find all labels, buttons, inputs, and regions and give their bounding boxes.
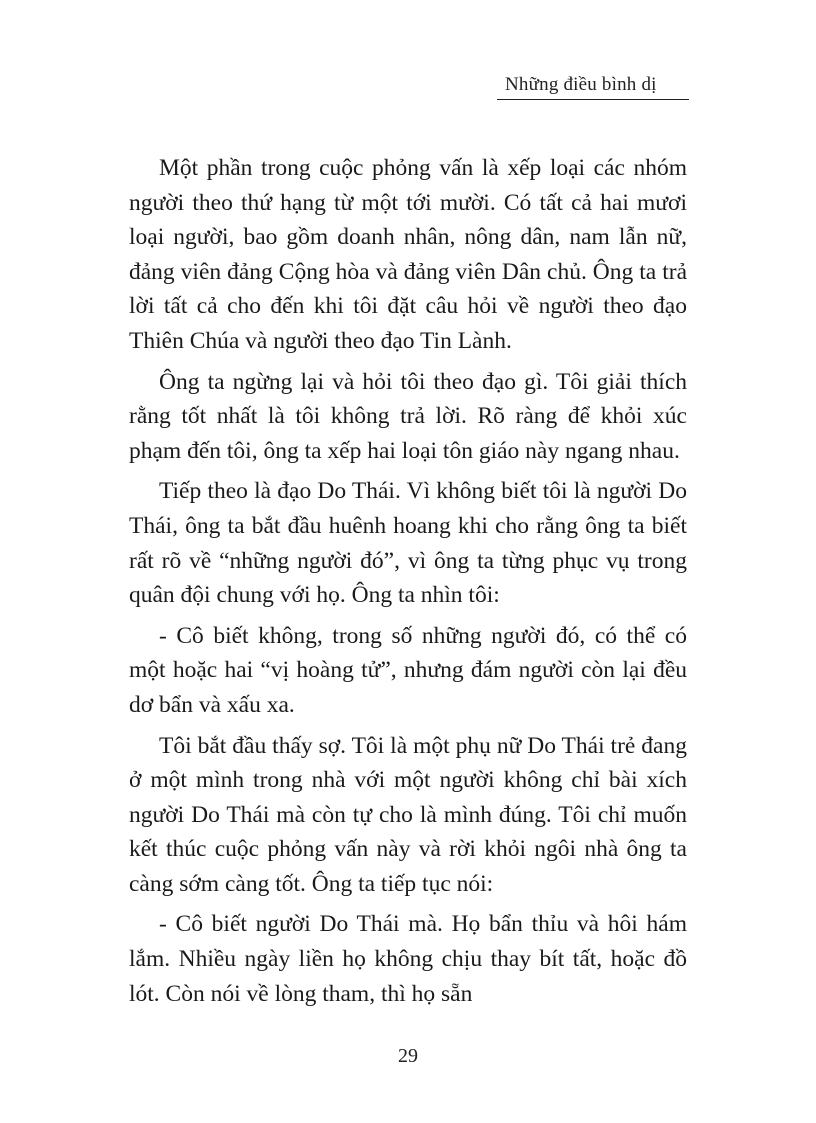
paragraph: - Cô biết không, trong số những người đó, có thể có một hoặc hai “vị hoàng tử”, nhưng đám người còn lại đều dơ bẩn và xấu xa. [129,622,687,718]
page-number: 29 [398,1045,418,1067]
header-rule [497,99,689,100]
paragraph: Tôi bắt đầu thấy sợ. Tôi là một phụ nữ Do Thái trẻ đang ở một mình trong nhà với một người không chỉ bài xích người Do Thái mà còn tự cho là mình đúng. Tôi chỉ muốn kết thúc cuộc phỏng vấn này và rời khỏi ngôi nhà ông ta càng sớm càng tốt. Ông ta tiếp tục nói: [129,732,687,897]
paragraph: Ông ta ngừng lại và hỏi tôi theo đạo gì. Tôi giải thích rằng tốt nhất là tôi không trả lời. Rõ ràng để khỏi xúc phạm đến tôi, ông ta xếp hai loại tôn giáo này ngang nhau. [129,368,687,464]
paragraph: Một phần trong cuộc phỏng vấn là xếp loại các nhóm người theo thứ hạng từ một tới mười. Có tất cả hai mươi loại người, bao gồm doanh nhân, nông dân, nam lẫn nữ, đảng viên đảng Cộng hòa và đảng viên Dân chủ. Ông ta trả lời tất cả cho đến khi tôi đặt câu hỏi về người theo đạo Thiên Chúa và người theo đạo Tin Lành. [129,155,687,354]
body-text [129,151,687,1017]
running-header-title: Những điều bình dị [505,74,657,95]
paragraph: - Cô biết người Do Thái mà. Họ bẩn thỉu và hôi hám lắm. Nhiều ngày liền họ không chịu thay bít tất, hoặc đồ lót. Còn nói về lòng tham, thì họ sẵn [129,911,687,1007]
paragraph: Tiếp theo là đạo Do Thái. Vì không biết tôi là người Do Thái, ông ta bắt đầu huênh hoang khi cho rằng ông ta biết rất rõ về “những người đó”, vì ông ta từng phục vụ trong quân đội chung với họ. Ông ta nhìn tôi: [129,478,687,609]
